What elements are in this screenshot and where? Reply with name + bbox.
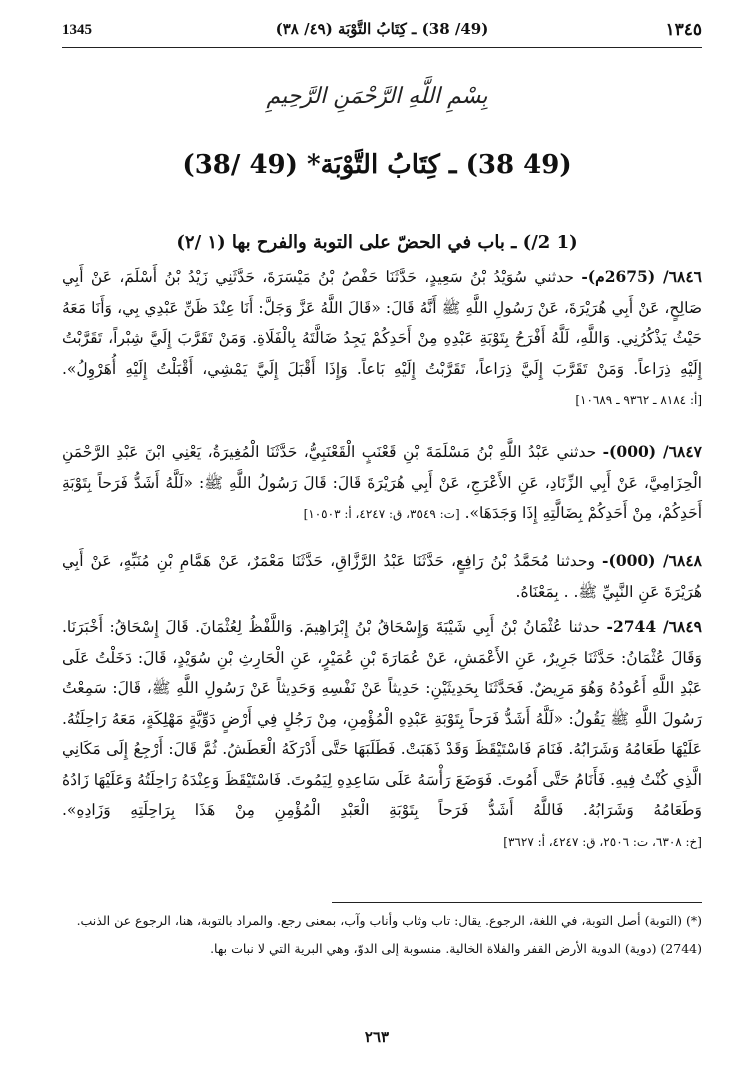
hadith-reference: [خ: ٦٣٠٨، ت: ٢٥٠٦، ق: ٤٢٤٧، أ: ٣٦٢٧]: [503, 834, 702, 849]
hadith-text: حدثني عَبْدُ اللَّهِ بْنُ مَسْلَمَةَ بْنِ قَعْنَبٍ الْقَعْنَبِيُّ، حَدَّثَنَا الْمُغِيرَةُ، يَعْنِي ابْنَ عَبْدِ الرَّحْمَنِ الْحِزَامِيَّ، عَنْ أَبِي الزِّنَادِ، عَنِ الأَعْرَجِ، عَنْ أَبِي هُرَيْرَةَ قَالَ: قَالَ رَسُولُ اللَّهِ ﷺ: «لَلَّهُ أَشَدُّ فَرَحاً بِتَوْبَةِ أَحَدِكُمْ، مِنْ أَحَدِكُمْ بِضَالَّتِهِ إِذَا وَجَدَهَا».: [62, 443, 702, 522]
footnotes: [62, 910, 702, 966]
chapter-heading: (1 2/) ـ باب في الحضّ على التوبة والفرح بها (١ /٢): [176, 232, 578, 253]
footnote-rule: [332, 902, 702, 903]
hadith-number: ٦٨٤٦/ (2675م)-: [581, 267, 702, 286]
hadith-number: ٦٨٤٨/ (000)-: [602, 551, 702, 570]
hadith-reference: [أ: ٨١٨٤ ـ ٩٣٦٢ ـ ١٠٦٨٩]: [575, 393, 702, 407]
basmala: بِسْمِ اللَّهِ الرَّحْمَنِ الرَّحِيمِ: [266, 84, 488, 109]
page-number-arabic: ١٣٤٥: [665, 20, 702, 40]
running-title: (49/ 38) ـ كِتَابُ التَّوْبَة (٤٩/ ٣٨): [275, 20, 489, 38]
header-rule: [62, 47, 702, 48]
page-number-latin: 1345: [62, 22, 92, 38]
hadith-number: ٦٨٤٩/ 2744-: [606, 617, 702, 636]
book-title: (49 38) ـ كِتَابُ التَّوْبَة* (49 /38): [182, 150, 572, 180]
hadith-number: ٦٨٤٧/ (000)-: [602, 442, 702, 461]
footnote: (2744) (دوية) الدوية الأرض القفر والفلاة الخالية. منسوبة إلى الدوّ، وهي البرية التي لا نبات بها.: [210, 941, 702, 956]
hadith-reference: [ت: ٣٥٤٩، ق: ٤٢٤٧، أ: ١٠٥٠٣]: [303, 507, 460, 521]
footnote: (*) (التوبة) أصل التوبة، في اللغة، الرجوع. يقال: تاب وثاب وأناب وآب، بمعنى رجع. والمراد بالتوبة، هنا، الرجوع عن الذنب.: [76, 913, 702, 928]
hadith-paragraph: [62, 437, 702, 530]
hadith-text: وحدثنا مُحَمَّدُ بْنُ رَافِعٍ، حَدَّثَنَا عَبْدُ الرَّزَّاقِ، حَدَّثَنَا مَعْمَرٌ، عَنْ هَمَّامِ بْنِ مُنَبِّهٍ، عَنْ أَبِي هُرَيْرَةَ عَنِ النَّبِيِّ ﷺ. . بِمَعْنَاهُ.: [62, 552, 702, 601]
hadith-text: حدثني سُوَيْدُ بْنُ سَعِيدٍ، حَدَّثَنَا حَفْصُ بْنُ مَيْسَرَةَ، حَدَّثَنِي زَيْدُ بْنُ أَسْلَمَ، عَنْ أَبِي صَالِحٍ، عَنْ أَبِي هُرَيْرَةَ، عَنْ رَسُولِ اللَّهِ ﷺ أَنَّهُ قَالَ: «قَالَ اللَّهُ عَزَّ وَجَلَّ: أَنَا عِنْدَ ظَنِّ عَبْدِي بِي، وَأَنَا مَعَهُ حَيْثُ يَذْكُرُنِي. وَاللَّهِ، لَلَّهُ أَفْرَحُ بِتَوْبَةِ عَبْدِهِ مِنْ أَحَدِكُمْ يَجِدُ ضَالَّتَهُ بِالْفَلَاةِ. وَمَنْ تَقَرَّبَ إِلَيَّ شِبْراً، تَقَرَّبْتُ إِلَيْهِ ذِرَاعاً. وَمَنْ تَقَرَّبَ إِلَيَّ ذِرَاعاً، تَقَرَّبْتُ إِلَيْهِ بَاعاً. وَإِذَا أَقْبَلَ إِلَيَّ يَمْشِي، أَقْبَلْتُ إِلَيْهِ أُهَرْوِلُ».: [62, 268, 702, 378]
hadith-paragraph: [62, 546, 702, 607]
hadith-paragraph: [62, 612, 702, 857]
running-header: [62, 20, 702, 46]
footer-page-number: ٢٦٣: [364, 1028, 390, 1046]
hadith-paragraph: [62, 262, 702, 416]
hadith-text: حدثنا عُثْمَانُ بْنُ أَبِي شَيْبَةَ وَإِسْحَاقُ بْنُ إِبْرَاهِيمَ. وَاللَّفْظُ لِعُثْمَانَ. قَالَ إِسْحَاقُ: أَخْبَرَنَا. وَقَالَ عُثْمَانُ: حَدَّثَنَا جَرِيرٌ، عَنِ الأَعْمَشِ، عَنْ عُمَارَةَ بْنِ عُمَيْرٍ، عَنِ الْحَارِثِ بْنِ سُوَيْدٍ، قَالَ: دَخَلْتُ عَلَى عَبْدِ اللَّهِ أَعُودُهُ وَهُوَ مَرِيضٌ. فَحَدَّثَنَا بِحَدِيثَيْنِ: حَدِيثاً عَنْ نَفْسِهِ وَحَدِيثاً عَنْ رَسُولِ اللَّهِ ﷺ، قَالَ: سَمِعْتُ رَسُولَ اللَّهِ ﷺ يَقُولُ: «لَلَّهُ أَشَدُّ فَرَحاً بِتَوْبَةِ عَبْدِهِ الْمُؤْمِنِ، مِنْ رَجُلٍ فِي أَرْضٍ دَوِّيَّةٍ مَهْلِكَةٍ، مَعَهُ رَاحِلَتُهُ. عَلَيْهَا طَعَامُهُ وَشَرَابُهُ. فَنَامَ فَاسْتَيْقَظَ وَقَدْ ذَهَبَتْ. فَطَلَبَهَا حَتَّى أَدْرَكَهُ الْعَطَشُ. ثُمَّ قَالَ: أَرْجِعُ إِلَى مَكَانِي الَّذِي كُنْتُ فِيهِ. فَأَنَامُ حَتَّى أَمُوتَ. فَوَضَعَ رَأْسَهُ عَلَى سَاعِدِهِ لِيَمُوتَ. فَاسْتَيْقَظَ وَعِنْدَهُ رَاحِلَتُهُ وَعَلَيْهَا زَادُهُ وَطَعَامُهُ وَشَرَابُهُ. فَاللَّهُ أَشَدُّ فَرَحاً بِتَوْبَةِ الْعَبْدِ الْمُؤْمِنِ مِنْ هَذَا بِرَاحِلَتِهِ وَزَادِهِ».: [62, 618, 702, 819]
